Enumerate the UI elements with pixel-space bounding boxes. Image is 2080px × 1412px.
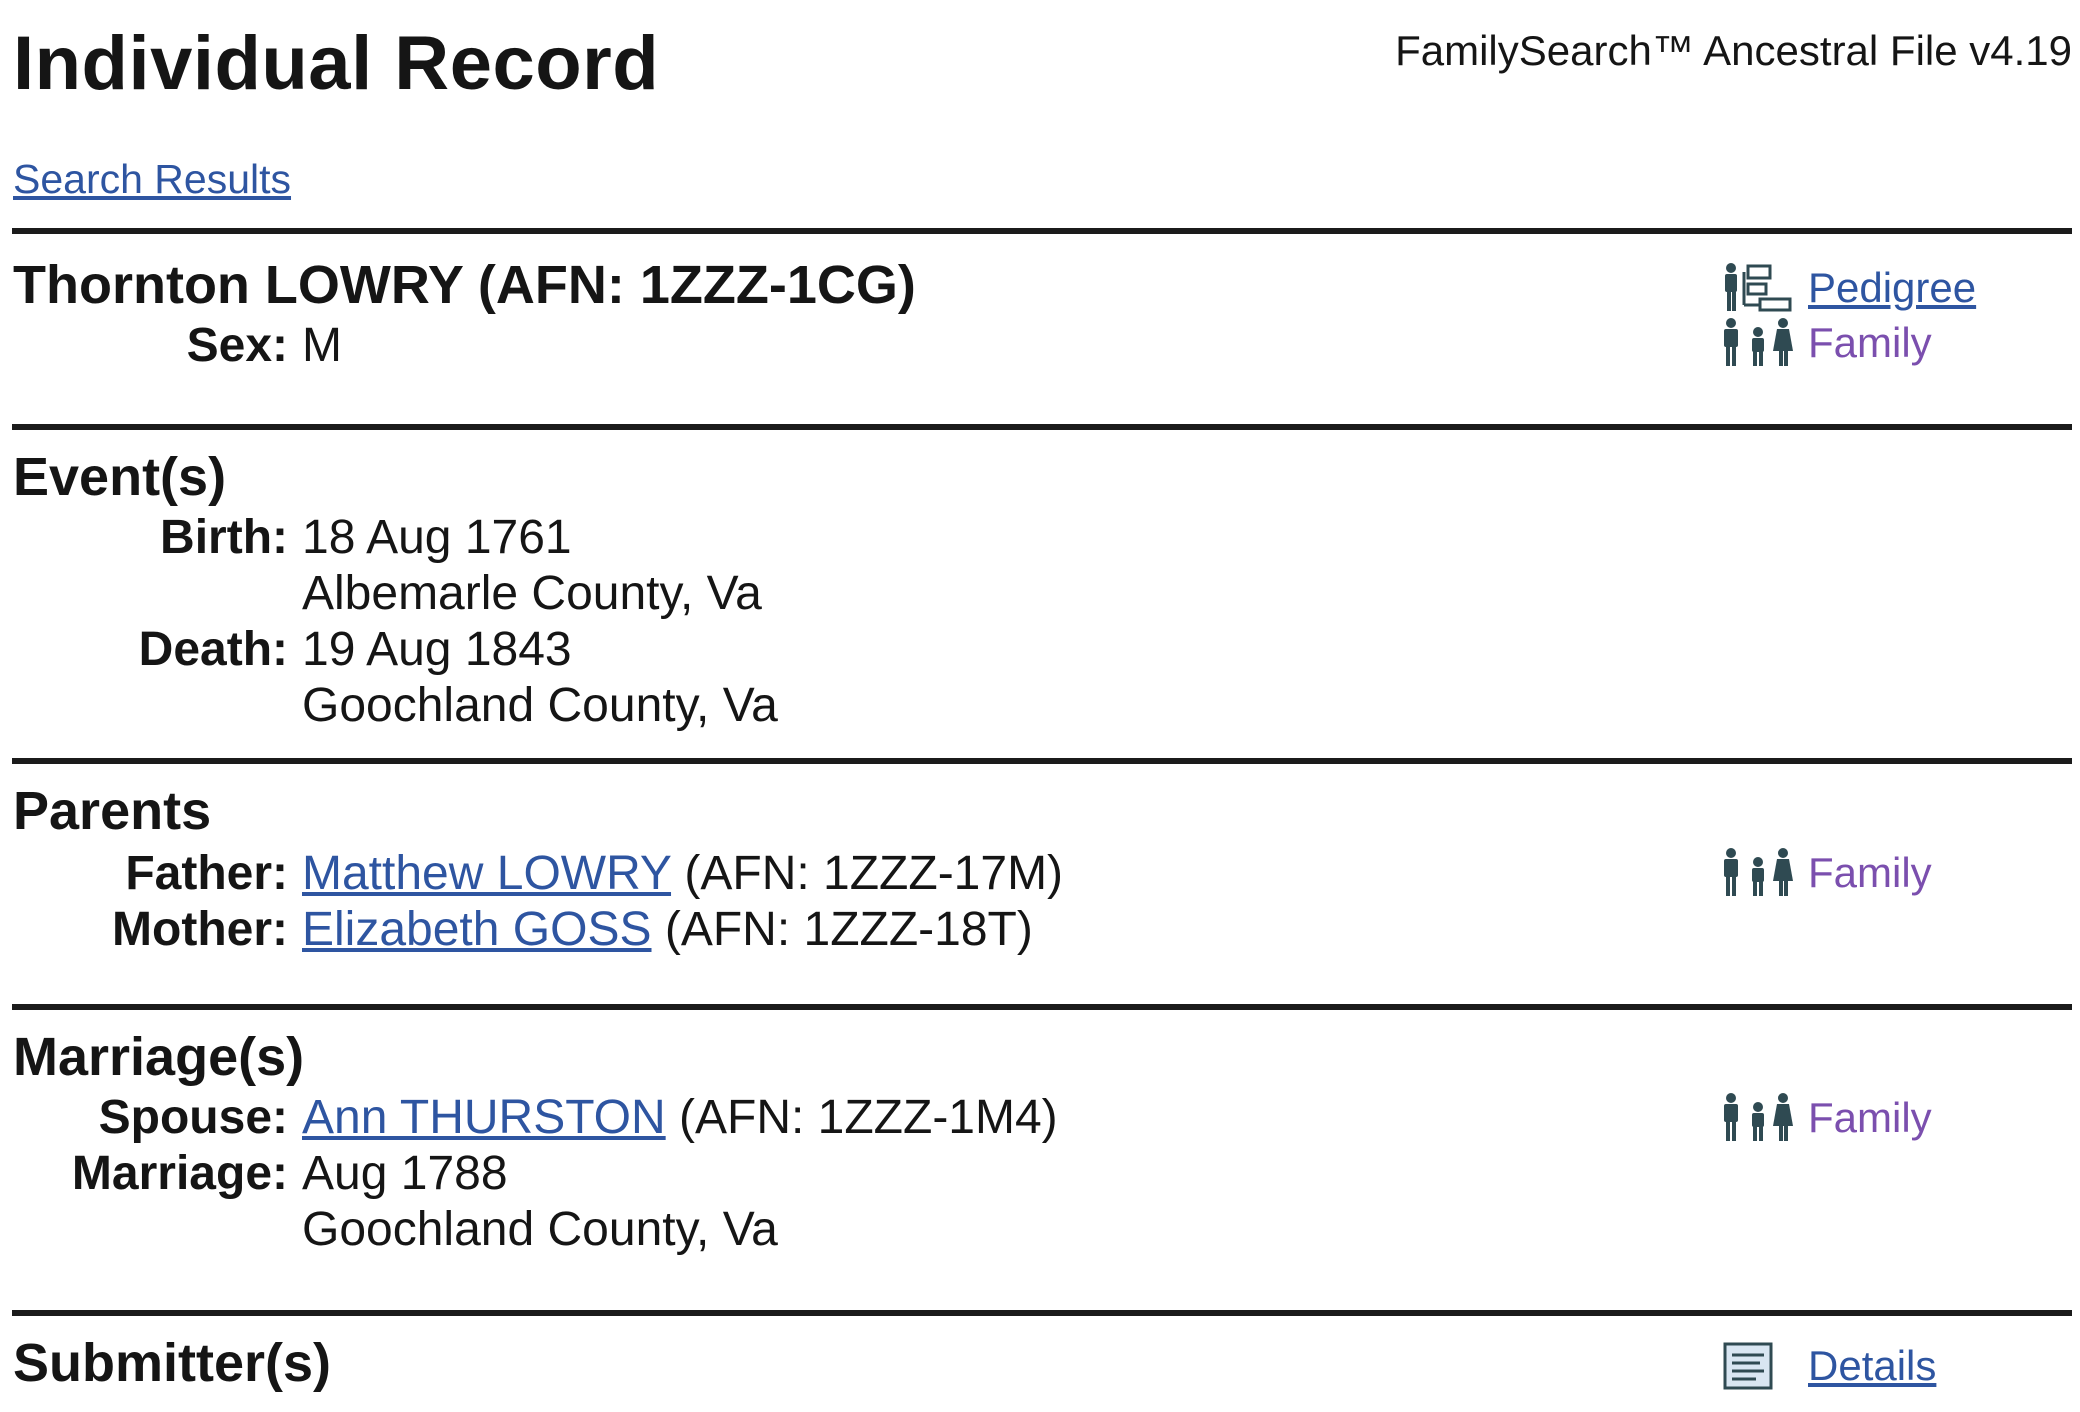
divider xyxy=(12,758,2072,764)
father-afn: (AFN: 1ZZZ-17M) xyxy=(684,847,1064,900)
father-link[interactable]: Matthew LOWRY xyxy=(302,847,672,900)
parents-heading: Parents xyxy=(13,781,212,841)
mother-label: Mother: xyxy=(112,903,288,956)
mother-link[interactable]: Elizabeth GOSS xyxy=(302,903,652,956)
father-label: Father: xyxy=(125,847,288,900)
page-title: Individual Record xyxy=(13,21,660,106)
family-link[interactable] xyxy=(1722,315,1932,371)
details-link[interactable] xyxy=(1722,1338,1936,1394)
birth-date: 18 Aug 1761 xyxy=(302,511,572,564)
person-name: Thornton LOWRY (AFN: 1ZZZ-1CG) xyxy=(13,255,916,315)
spouse-family-link[interactable] xyxy=(1722,1090,1932,1146)
marriage-label: Marriage: xyxy=(71,1147,288,1200)
parents-family-link[interactable] xyxy=(1722,845,1932,901)
family-group-icon xyxy=(1722,1093,1794,1143)
spouse-row xyxy=(0,1090,1600,1146)
pedigree-link-label: Pedigree xyxy=(1808,264,1977,311)
birth-place: Albemarle County, Va xyxy=(302,567,762,620)
death-date: 19 Aug 1843 xyxy=(302,623,572,676)
search-results-link[interactable]: Search Results xyxy=(13,156,292,202)
marriage-date: Aug 1788 xyxy=(302,1147,508,1200)
submitters-heading: Submitter(s) xyxy=(13,1333,332,1393)
family-link-label: Family xyxy=(1808,319,1932,366)
marriage-row xyxy=(0,1146,1600,1202)
death-label: Death: xyxy=(138,623,288,676)
spouse-label: Spouse: xyxy=(98,1091,288,1144)
pedigree-link[interactable] xyxy=(1722,260,1976,316)
divider xyxy=(12,424,2072,430)
details-link-label: Details xyxy=(1808,1342,1937,1389)
sex-row xyxy=(0,318,1600,374)
app-name: FamilySearch™ Ancestral File v4.19 xyxy=(1395,27,2072,74)
divider xyxy=(12,1004,2072,1010)
birth-row xyxy=(0,510,1600,566)
pedigree-chart-icon xyxy=(1722,263,1794,313)
divider xyxy=(12,228,2072,234)
sex-label: Sex: xyxy=(186,319,288,372)
divider xyxy=(12,1310,2072,1316)
family-link-label: Family xyxy=(1808,849,1932,896)
death-row xyxy=(0,622,1600,678)
family-group-icon xyxy=(1722,318,1794,368)
sex-value: M xyxy=(302,319,342,372)
father-row xyxy=(0,846,1600,902)
birth-label: Birth: xyxy=(160,511,288,564)
mother-row xyxy=(0,902,1600,958)
mother-afn: (AFN: 1ZZZ-18T) xyxy=(664,903,1033,956)
events-heading: Event(s) xyxy=(13,447,227,507)
death-place: Goochland County, Va xyxy=(302,679,778,732)
marriage-place: Goochland County, Va xyxy=(302,1203,778,1256)
spouse-link[interactable]: Ann THURSTON xyxy=(302,1091,666,1144)
family-group-icon xyxy=(1722,848,1794,898)
document-details-icon xyxy=(1722,1341,1794,1391)
spouse-afn: (AFN: 1ZZZ-1M4) xyxy=(679,1091,1058,1144)
family-link-label: Family xyxy=(1808,1094,1932,1141)
marriages-heading: Marriage(s) xyxy=(13,1027,305,1087)
